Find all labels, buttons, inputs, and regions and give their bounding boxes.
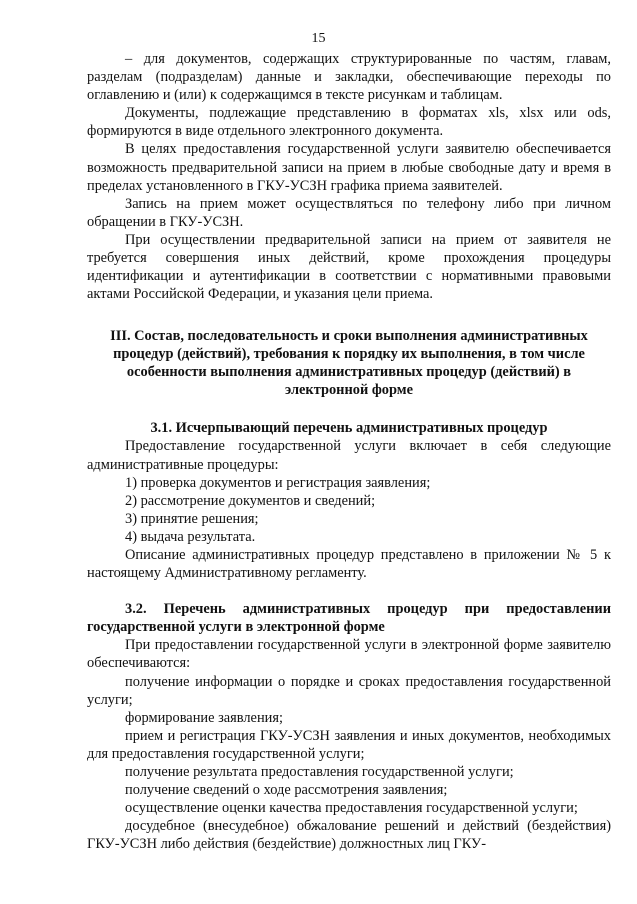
paragraph-xls-formats: Документы, подлежащие представлению в форматах xls, xlsx или ods, формируются в виде отдельного электронного документа. <box>87 105 611 140</box>
paragraph-document-formats: – для документов, содержащих структурированные по частям, главам, разделам (подразделам) данные и закладки, обеспечивающие переходы по оглавлению и (или) к содержащимся в тексте рисункам и таблицам. <box>87 51 611 104</box>
subsection-2-intro: При предоставлении государственной услуги в электронной форме заявителю обеспечиваются: <box>87 637 611 672</box>
procedure-list-item: 4) выдача результата. <box>125 528 256 545</box>
subsection-1-intro: Предоставление государственной услуги включает в себя следующие административные процедуры: <box>87 438 611 473</box>
electronic-procedure-item: формирование заявления; <box>125 709 283 726</box>
subsection-1-outro: Описание административных процедур представлено в приложении № 5 к настоящему Административному регламенту. <box>87 546 611 582</box>
paragraph-preliminary-appointment: В целях предоставления государственной услуги заявителю обеспечивается возможность предварительной записи на прием в любые свободные дату и время в пределах установленного в ГКУ-УСЗН графика приема заявителей. <box>87 141 611 194</box>
electronic-procedure-item: досудебное (внесудебное) обжалование решений и действий (бездействия) ГКУ-УСЗН либо действия (бездействие) должностных лиц ГКУ- <box>87 818 611 853</box>
subsection-2-title: 3.2. Перечень административных процедур при предоставлении государственной услуги в электронной форме <box>87 601 611 636</box>
procedure-list-item: 3) принятие решения; <box>125 510 259 527</box>
electronic-procedure-item: получение информации о порядке и сроках предоставления государственной услуги; <box>87 673 611 708</box>
page-content <box>87 34 611 853</box>
electronic-procedure-item: прием и регистрация ГКУ-УСЗН заявления и иных документов, необходимых для предоставления государственной услуги; <box>87 727 611 762</box>
section-title: III. Состав, последовательность и сроки выполнения административных процедур (действий), требования к порядку их выполнения, в том числе особенности выполнения административных процедур (действий) в электронной форме <box>110 328 588 399</box>
paragraph-appointment-requirements: При осуществлении предварительной записи на прием от заявителя не требуется совершения иных действий, кроме прохождения процедуры идентификации и аутентификации в соответствии с нормативными правовыми актами Российской Федерации, и указания цели приема. <box>87 231 611 303</box>
electronic-procedure-item: осуществление оценки качества предоставления государственной услуги; <box>125 800 578 817</box>
subsection-1-title: 3.1. Исчерпывающий перечень административных процедур <box>150 420 548 437</box>
paragraph-appointment-methods: Запись на прием может осуществляться по телефону либо при личном обращении в ГКУ-УСЗН. <box>87 195 611 230</box>
procedure-list-item: 2) рассмотрение документов и сведений; <box>125 492 376 509</box>
electronic-procedure-item: получение сведений о ходе рассмотрения заявления; <box>125 782 448 799</box>
page-number: 15 <box>311 31 326 46</box>
electronic-procedure-item: получение результата предоставления государственной услуги; <box>125 764 514 780</box>
procedure-list-item: 1) проверка документов и регистрация заявления; <box>125 474 431 491</box>
